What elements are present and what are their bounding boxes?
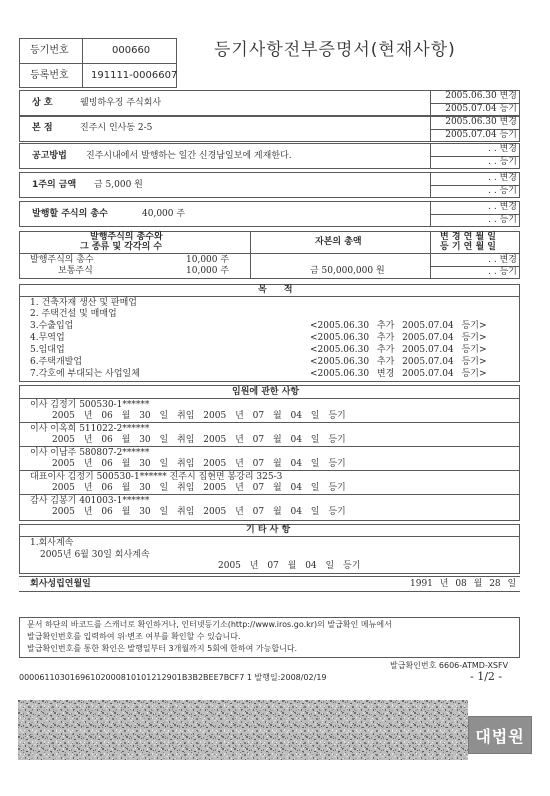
purpose-item-note: <2005.06.30 변경 2005.07.04 등기> — [310, 369, 487, 379]
capital-amount: 금 50,000,000 원 — [310, 266, 385, 276]
establishment-value: 1991 년 08 월 28 일 — [410, 579, 517, 589]
document-title: 등기사항전부증명서(현재사항) — [214, 40, 456, 60]
head-office-hist2: 2005.07.04 등기 — [445, 130, 517, 140]
purpose-item-text: 5.임대업 — [30, 345, 65, 355]
total-shares-value: 40,000 주 — [142, 209, 186, 219]
other-line3: 2005 년 07 월 04 일 등기 — [218, 561, 361, 571]
purpose-item-note: <2005.06.30 추가 2005.07.04 등기> — [310, 333, 487, 343]
total-shares-hist1: . . 변경 — [488, 202, 517, 212]
capital-col1-line2: 그 종류 및 각각의 수 — [80, 242, 163, 252]
establishment-label: 회사성립연월일 — [30, 579, 91, 589]
officers-title: 임원에 관한 사항 — [232, 387, 300, 397]
notice-label: 공고방법 — [32, 151, 67, 161]
capital-row1-value: 10,000 주 — [186, 255, 230, 265]
capital-row2-value: 10,000 주 — [186, 266, 230, 276]
notice-value: 진주시내에서 발행하는 일간 신경남일보에 게재한다. — [86, 151, 292, 161]
purpose-item-text: 7.각호에 부대되는 사업일체 — [30, 369, 140, 379]
purpose-item-text: 6.주택개발업 — [30, 357, 83, 367]
head-office-label: 본 점 — [32, 123, 53, 133]
trade-name-hist1: 2005.06.30 변경 — [445, 91, 517, 101]
trade-name-label: 상 호 — [32, 98, 53, 108]
officer-line1: 이사 김정기 500530-1****** — [30, 400, 150, 410]
total-shares-hist2: . . 등기 — [488, 215, 517, 225]
record-no-label: 등록번호 — [30, 70, 69, 81]
purpose-item-text: 2. 주택건설 및 매매업 — [30, 309, 117, 319]
footer-line1: 문서 하단의 바코드를 스캐너로 확인하거나, 인터넷등기소(http://www.iros.go.kr)의 발급확인 메뉴에서 — [27, 620, 392, 629]
issue-code: 발급확인번호 6606-ATMD-XSFV — [390, 661, 509, 670]
reg-no-value: 000660 — [112, 45, 151, 56]
purpose-item-text: 3.수출입업 — [30, 321, 74, 331]
other-line1: 1.회사계속 — [30, 538, 74, 548]
head-office-value: 진주시 인사동 2-5 — [80, 123, 153, 133]
purpose-item-note: <2005.06.30 추가 2005.07.04 등기> — [310, 357, 487, 367]
record-no-value: 191111-0006607 — [91, 70, 178, 81]
page-number: - 1/2 - — [470, 670, 503, 683]
footer-line3: 발급확인번호를 통한 확인은 발행일부터 3개월까지 5회에 한하여 가능합니다. — [27, 644, 298, 653]
court-seal — [468, 716, 532, 754]
purpose-item-text: 1. 건축자재 생산 및 판매업 — [30, 298, 137, 308]
share-price-value: 금 5,000 원 — [94, 180, 143, 190]
trade-name-value: 웰빙하우징 주식회사 — [80, 98, 162, 108]
other-title: 기 타 사 항 — [246, 525, 291, 535]
trade-name-hist2: 2005.07.04 등기 — [445, 104, 517, 114]
officer-line1: 감사 김봉기 401003-1****** — [30, 496, 150, 506]
purpose-item-note: <2005.06.30 추가 2005.07.04 등기> — [310, 321, 487, 331]
doc-code: 00006110301696102000810101212901B3B2BEE7BCF7 1 발행일:2008/02/19 — [19, 673, 327, 682]
notice-hist1: . . 변경 — [488, 144, 517, 154]
head-office-hist1: 2005.06.30 변경 — [445, 117, 517, 127]
officer-line2: 2005 년 06 월 30 일 취임 2005 년 07 월 04 일 등기 — [52, 411, 346, 421]
capital-hist2: . . 등기 — [488, 267, 517, 277]
notice-hist2: . . 등기 — [488, 157, 517, 167]
share-price-label: 1주의 금액 — [32, 180, 77, 190]
capital-col1-line1: 발행주식의 총수와 — [90, 232, 163, 242]
officer-line2: 2005 년 06 월 30 일 취임 2005 년 07 월 04 일 등기 — [52, 483, 346, 493]
officer-line1: 대표이사 김정기 500530-1****** 진주시 집현면 봉강리 325-3 — [30, 472, 283, 482]
officer-line2: 2005 년 06 월 30 일 취임 2005 년 07 월 04 일 등기 — [52, 507, 346, 517]
capital-row2-label: 보통주식 — [58, 266, 93, 276]
capital-row1-label: 발행주식의 총수 — [30, 255, 94, 265]
total-shares-label: 발행할 주식의 총수 — [32, 209, 108, 219]
reg-no-label: 등기번호 — [30, 45, 69, 56]
officer-line1: 이사 이옥희 511022-2****** — [30, 424, 150, 434]
capital-hist1: . . 변경 — [488, 255, 517, 265]
officer-line2: 2005 년 06 월 30 일 취임 2005 년 07 월 04 일 등기 — [52, 459, 346, 469]
officer-line1: 이사 이남주 580807-2****** — [30, 448, 150, 458]
purpose-title: 목 적 — [258, 285, 293, 295]
other-line2: 2005년 6월 30일 회사계속 — [40, 550, 150, 560]
capital-col2: 자본의 총액 — [315, 237, 362, 247]
capital-col3-line1: 변 경 연 월 일 — [440, 232, 497, 242]
footer-line2: 발급확인번호를 입력하여 위·변조 여부를 확인할 수 있습니다. — [27, 632, 241, 641]
court-seal-text: 대법원 — [475, 726, 525, 746]
barcode-strip — [18, 700, 468, 760]
officer-line2: 2005 년 06 월 30 일 취임 2005 년 07 월 04 일 등기 — [52, 435, 346, 445]
share-price-hist2: . . 등기 — [488, 186, 517, 196]
capital-col3-line2: 등 기 연 월 일 — [440, 242, 497, 252]
purpose-item-text: 4.무역업 — [30, 333, 65, 343]
share-price-hist1: . . 변경 — [488, 173, 517, 183]
purpose-item-note: <2005.06.30 추가 2005.07.04 등기> — [310, 345, 487, 355]
